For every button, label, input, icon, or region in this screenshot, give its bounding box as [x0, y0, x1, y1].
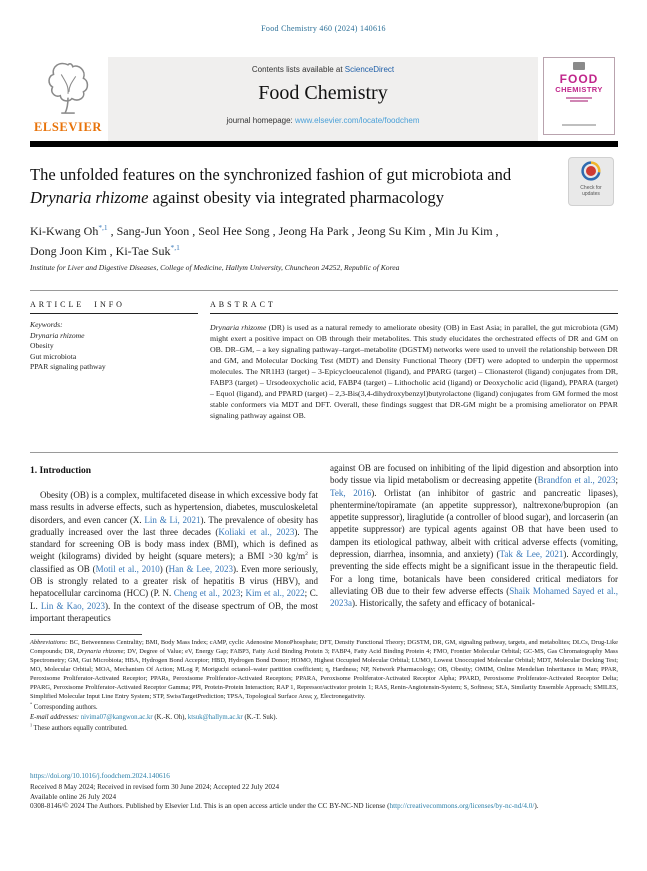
introduction-heading: 1. Introduction — [30, 466, 92, 476]
text-segment: ) ( — [159, 563, 169, 574]
text-segment: Obesity (OB) is a complex, multifaceted disease in which excessive body fat mass results in adverse effects, such as hypertension, diabetes, musculoskeletal disorders, and even cancer (X. — [30, 490, 318, 525]
cc-license-link[interactable]: http://creativecommons.org/licenses/by-nc-nd/4.0/ — [389, 802, 535, 811]
text-segment: is classified as OB ( — [30, 551, 318, 574]
received-dates: Received 8 May 2024; Received in revised form 30 June 2024; Accepted 22 July 2024 — [30, 782, 280, 791]
article-title — [30, 164, 570, 209]
citation-link[interactable]: Tak & Lee, 2021 — [499, 549, 564, 560]
journal-cover-thumbnail — [543, 57, 615, 135]
email-link[interactable]: nivima07@kangwon.ac.kr — [80, 714, 153, 721]
doi-link[interactable]: https://doi.org/10.1016/j.foodchem.2024.140616 — [30, 772, 170, 780]
masthead-divider-bar — [30, 141, 618, 147]
text-segment: Ki-Kwang Oh — [30, 224, 99, 238]
section-rule-top — [30, 290, 618, 291]
text-segment: ). Historically, the safety and efficacy of botanical- — [352, 598, 535, 609]
crossmark-icon — [581, 161, 601, 181]
cover-decor-line — [562, 124, 596, 126]
text-segment: E-mail addresses: — [30, 714, 81, 721]
text-segment: 2 — [305, 551, 308, 558]
text-segment: ). The standard for screening OB is body mass index (BMI), which is defined as weight (kilograms) divided by height (square meters); a BMI >30 kg/m — [30, 526, 318, 562]
text-segment: Dong Joon Kim , Ki-Tae Suk — [30, 243, 171, 258]
author-list — [30, 222, 605, 261]
text-segment: 0308-8146/© 2024 The Authors. Published by Elsevier Ltd. This is an open access article under the CC BY-NC-ND license ( — [30, 802, 390, 811]
text-segment: Abbreviations: — [30, 639, 70, 646]
text-segment: (K.-K. Oh), — [152, 714, 188, 721]
text-segment: * — [30, 701, 33, 707]
heading-rule — [30, 313, 198, 314]
text-segment: ). Orlistat (an inhibitor of gastric and pancreatic lipases), phentermine/topiramate (an appetite suppressor), naltrexone/bupropion (an appetite suppressor), liraglutide (a controller of blood sugar), and lorcaserin (an appetite suppressor) are typical agents against OB that have been used to dampen its etiological pathway, albeit with critical adverse effects (vomiting, depression, diarrhea, insomnia, and anxiety) ( — [330, 487, 618, 560]
keyword: Obesity — [30, 341, 54, 350]
citation-link[interactable]: Lin & Kao, 2023 — [40, 600, 106, 611]
title-line2-rest: against obesity via integrated pharmacology — [148, 187, 444, 207]
text-segment: BC, Betweenness Centrality; BMI, Body Mass Index; cAMP, cyclic Adenosine MonoPhosphate; DFT, Density Functional Theory; DGSTM, DR, GM, signaling pathway, targets, and metabolites; DLCs, Drug-Like Compounds; DR, — [30, 639, 618, 655]
citation-link[interactable]: Brandfon et al., 2023 — [537, 475, 616, 486]
abbreviations — [30, 638, 618, 701]
text-segment: *,1 — [170, 242, 180, 252]
masthead-center — [108, 57, 538, 141]
text-segment: *,1 — [98, 223, 108, 232]
keyword: PPAR signaling pathway — [30, 362, 106, 371]
text-segment: ). Accordingly, preventing the side effects might be a significant issue in the therapeutic field. For a long time, botanicals have been considered critical mediators for alleviating OB due to their few adverse effects ( — [330, 549, 619, 596]
footnote-rule — [30, 634, 142, 635]
text-segment: ; C. L. — [30, 588, 318, 611]
equal-contribution-note — [30, 724, 618, 733]
article-info-section — [30, 300, 198, 373]
text-segment: ; — [615, 475, 619, 486]
text-segment: Corresponding authors. — [32, 703, 98, 711]
cover-title-food: FOOD — [559, 72, 599, 86]
available-online: Available online 26 July 2024 — [30, 792, 117, 801]
keyword: Gut microbiota — [30, 351, 77, 361]
text-segment: 1 — [30, 722, 33, 728]
text-segment: ). — [534, 802, 539, 811]
heading-rule — [210, 313, 618, 314]
intro-paragraph-left — [30, 489, 318, 624]
article-footer — [30, 772, 618, 812]
corresponding-authors-note — [30, 703, 618, 712]
title-line1: The unfolded features on the synchronized fashion of gut microbiota and — [30, 165, 512, 184]
text-segment: Drynaria rhizome — [77, 648, 124, 655]
contents-line — [108, 57, 538, 74]
copyright-line — [30, 802, 618, 812]
text-segment: ). The prevalence of obesity has gradually increased over the last three decades ( — [30, 514, 319, 537]
footnotes — [30, 638, 618, 733]
cover-logo — [573, 62, 585, 70]
authors-line-2 — [30, 242, 605, 262]
contents-text: Contents lists available at — [251, 65, 345, 74]
homepage-label: journal homepage: — [226, 116, 295, 125]
text-segment: Drynaria rhizome — [210, 323, 267, 332]
journal-title: Food Chemistry — [258, 82, 388, 104]
article-info-heading: ARTICLE INFO — [30, 300, 125, 309]
citation-link[interactable]: Tek, 2016 — [330, 487, 372, 498]
text-segment: These authors equally contributed. — [32, 724, 128, 732]
journal-homepage-link[interactable]: www.elsevier.com/locate/foodchem — [295, 116, 420, 125]
intro-column-right — [330, 462, 618, 610]
text-segment: , Sang-Jun Yoon , Seol Hee Song , Jeong Ha Park , Jeong Su Kim , Min Ju Kim , — [107, 224, 499, 238]
cover-decor-line — [566, 97, 592, 99]
citation-link[interactable]: Motil et al., 2010 — [95, 563, 160, 574]
email-addresses — [30, 713, 618, 722]
abstract-heading: ABSTRACT — [210, 300, 276, 309]
email-link[interactable]: ktsuk@hallym.ac.kr — [187, 714, 243, 721]
section-rule-mid — [30, 452, 618, 453]
text-segment: ). In the context of the disease spectrum of OB, the most important therapeutics — [30, 600, 318, 623]
check-for-updates-badge[interactable] — [568, 157, 614, 206]
text-segment: ; — [240, 588, 246, 599]
citation-link[interactable]: Lin & Li, 2021 — [144, 514, 201, 525]
intro-column-left — [30, 466, 318, 624]
authors-line-1 — [30, 222, 605, 242]
text-segment: ; DV, Degree of Value; eV, Energy Gap; FABP3, Fatty Acid Binding Protein 3; FABP4, Fatty Acid Binding Protein 4; FMO, Frontier Molecular Orbital; GC-MS, Gas Chromatography Mass Spectrometry; GM, Gut Microbiota; HBA, Hydrogen Bond Acceptor; HBD, Hydrogen Bond Donor; HOMO, Highest Occupied Molecular Orbital; LUMO, Lowest Unoccupied Molecular Orbital; MDT, Molecular Docking Test; MO, Molecular Orbital; MOA, Mechanism Of Action; MLog P, Moriguchi octanol–water partition coefficient; η, Hardness; NP, Network Pharmacology; OB, Obesity; OMIM, Online Mendelian Inheritance in Man; PPAR, Peroxisome Proliferator-Activated Receptor; PPARs, Peroxisome Proliferator-Activated Receptors; PPARA, Peroxisome Proliferator-Activated Receptor Alpha; PPARD, Peroxisome Proliferator-Activated Receptor Delta; PPARG, Peroxisome Proliferator-Activated Receptor Gamma; PPI, Protein-Protein Interaction; RAP 1, Repressor/activator protein 1; RAS, Renin-Angiotensin-System; S, Softness; SEA, Similarity Ensemble Approach; SMILES, Simplified Molecular Input Line Entry System; STP, SwissTargetPrediction; TPSA, Topological Surface Area; χ, Electronegativity. — [30, 648, 618, 700]
cover-decor-line — [570, 100, 588, 102]
abstract-section — [210, 300, 618, 421]
sciencedirect-link[interactable]: ScienceDirect — [344, 65, 395, 74]
affiliation: Institute for Liver and Digestive Diseases, College of Medicine, Hallym University, Chuncheon 24252, Republic of Korea — [30, 263, 400, 272]
keywords-label: Keywords: — [30, 320, 63, 329]
journal-masthead — [30, 57, 618, 141]
text-segment: against OB are focused on inhibiting of the lipid digestion and absorption into body tissue via lipid metabolism or decreasing appetite ( — [330, 463, 618, 486]
citation-link[interactable]: Cheng et al., 2023 — [173, 588, 241, 599]
text-segment: ). Even more seriously, OB is strongly related to a greater risk of hepatitis B virus (HBV), and hepatocellular carcinoma (HCC) (P. N. — [30, 563, 318, 599]
intro-paragraph-right — [330, 462, 618, 610]
citation-link[interactable]: Kim et al., 2022 — [245, 588, 305, 599]
elsevier-tree-icon — [40, 57, 96, 117]
text-segment: (DR) is used as a natural remedy to ameliorate obesity (OB) in East Asia; in parallel, the gut microbiota (GM) might exert a positive impact on OB through their metabolites. This study elucidates the orchestrated effects of DR and GM on OB. DR–GM, – a key signaling pathway–target–metabolite (DGSTM) networks were used to unveil the relationship between DR and GM, and Molecular Docking Test (MDT) and Density Functional Theory (DFT) were adopted to underpin the uppermost molecules. The NR1H3 (target) – 3-Epicycloeucalenol (ligand), and PPARG (target) – Clionasterol (ligand) conjugates from DR, FABP3 (target) – Ursodeoxycholic acid, FABP4 (target) – Lithocholic acid (ligand) or Deoxycholic acid (ligand), PPARA (target) – Equol (ligand), and PPARD (target) – 2,3-Bis(3,4-dihydroxybenzyl)butyrolactone (ligand) conjugates from GM formed the most stable conformers via MDT and DFT. Overall, these findings suggest that DR-GM might be a promising ameliorator on PPAR signaling pathway against OB. — [210, 323, 619, 420]
citation-link[interactable]: Shaik Mohamed Sayed et al., 2023a — [330, 585, 618, 609]
citation-link[interactable]: Koliaki et al., 2023 — [218, 526, 295, 537]
keyword: Drynaria rhizome — [30, 330, 85, 340]
citation-link[interactable]: Han & Lee, 2023 — [168, 563, 233, 574]
homepage-line — [108, 116, 538, 125]
badge-label: Check for updates — [580, 185, 602, 197]
title-species-italic: Drynaria rhizome — [30, 187, 149, 207]
elsevier-logo — [30, 57, 106, 141]
text-segment: (K.-T. Suk). — [242, 714, 278, 721]
abstract-text — [210, 322, 618, 421]
cover-title-chemistry: CHEMISTRY — [555, 85, 603, 94]
running-head-citation: Food Chemistry 460 (2024) 140616 — [261, 24, 386, 33]
elsevier-wordmark: ELSEVIER — [33, 120, 103, 134]
